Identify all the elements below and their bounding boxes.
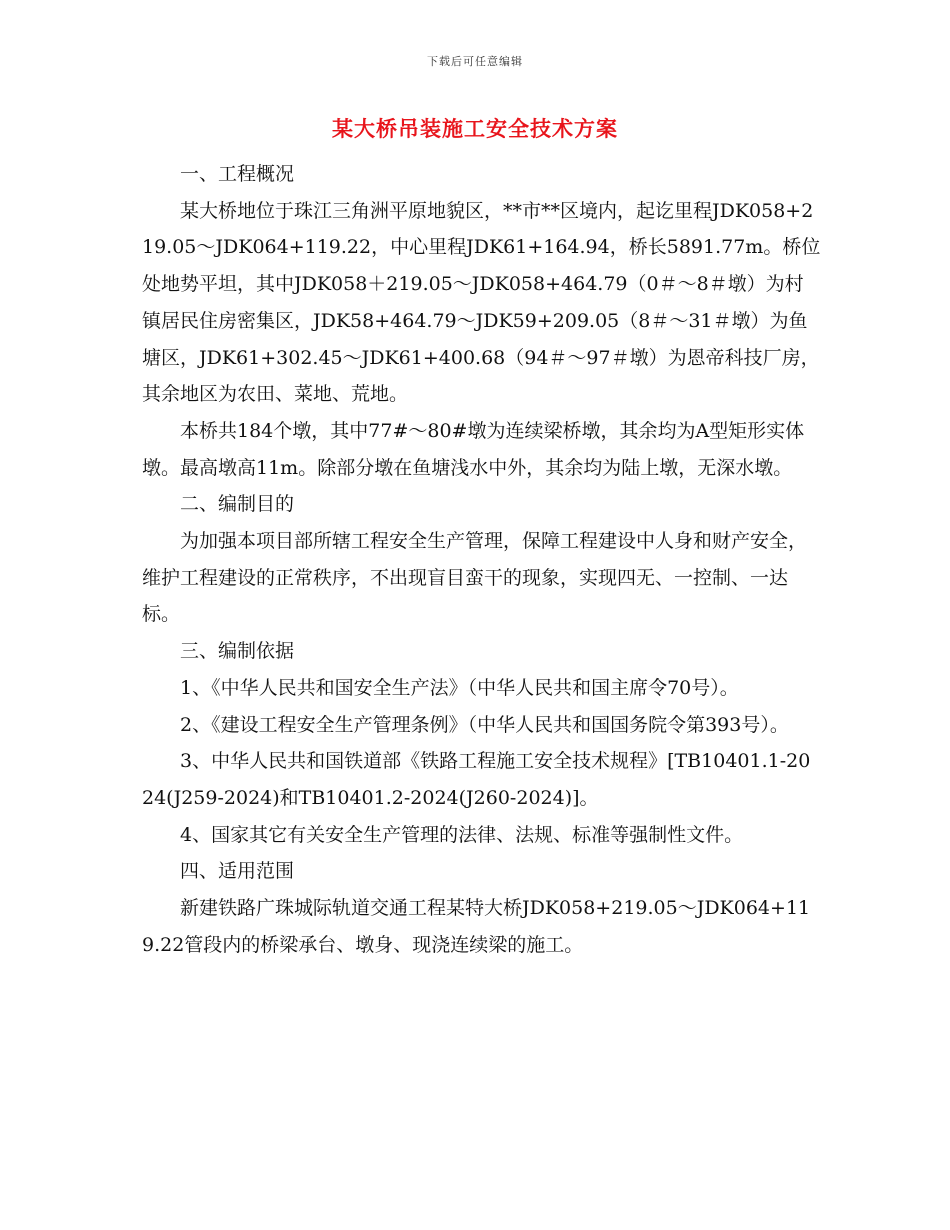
section-heading-basis: 三、编制依据 xyxy=(180,640,295,663)
section-heading-overview: 一、工程概况 xyxy=(180,163,295,185)
document-title: 某大桥吊装施工安全技术方案 xyxy=(332,116,618,141)
list-item-basis-1: 1、《中华人民共和国安全生产法》（中华人民共和国主席令70号）。 xyxy=(180,676,739,699)
document-body xyxy=(142,156,822,963)
header-note: 下载后可任意编辑 xyxy=(427,55,523,68)
paragraph-overview-piers: 本桥共184个墩，其中77#～80#墩为连续梁桥墩，其余均为A型矩形实体墩。最高墩高11m。除部分墩在鱼塘浅水中外，其余均为陆上墩，无深水墩。 xyxy=(142,419,805,479)
paragraph-scope: 新建铁路广珠城际轨道交通工程某特大桥JDK058+219.05～JDK064+119.22管段内的桥梁承台、墩身、现浇连续梁的施工。 xyxy=(142,897,811,956)
paragraph-purpose: 为加强本项目部所辖工程安全生产管理，保障工程建设中人身和财产安全，维护工程建设的正常秩序，不出现盲目蛮干的现象，实现四无、一控制、一达标。 xyxy=(142,530,808,626)
section-heading-scope: 四、适用范围 xyxy=(180,860,295,883)
list-item-basis-3: 3、中华人民共和国铁道部《铁路工程施工安全技术规程》[TB10401.1-2024(J259-2024)和TB10401.2-2024(J260-2024)]。 xyxy=(142,750,811,809)
paragraph-overview-location: 某大桥地位于珠江三角洲平原地貌区，**市**区境内，起讫里程JDK058+219.05～JDK064+119.22，中心里程JDK61+164.94，桥长5891.77m。桥位处地势平坦，其中JDK058＋219.05～JDK058+464.79（0＃～8＃墩）为村镇居民住房密集区，JDK58+464.79～JDK59+209.05（8＃～31＃墩）为鱼塘区，JDK61+302.45～JDK61+400.68（94＃～97＃墩）为恩帝科技厂房，其余地区为农田、菜地、荒地。 xyxy=(142,199,821,406)
list-item-basis-4: 4、国家其它有关安全生产管理的法律、法规、标准等强制性文件。 xyxy=(180,823,744,846)
section-heading-purpose: 二、编制目的 xyxy=(180,493,295,516)
list-item-basis-2: 2、《建设工程安全生产管理条例》（中华人民共和国国务院令第393号）。 xyxy=(180,713,789,736)
